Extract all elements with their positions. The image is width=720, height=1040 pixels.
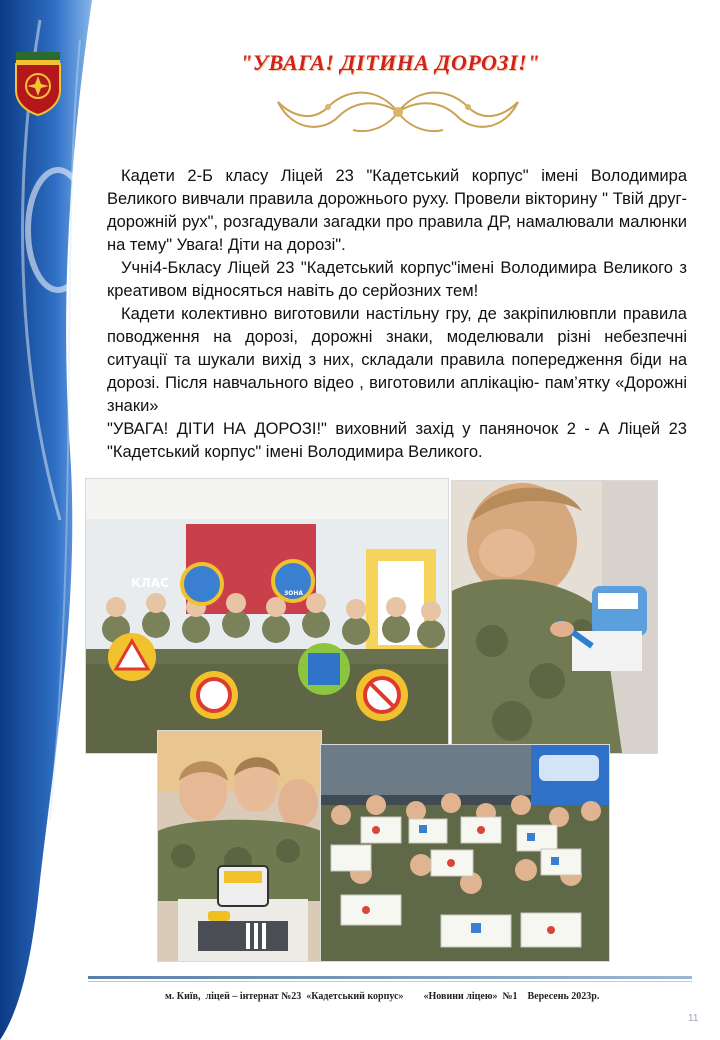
lyceum-emblem (12, 50, 64, 116)
side-decorative-band (0, 0, 95, 1040)
article-paragraph-2: Учні4-Бкласу Ліцей 23 "Кадетський корпус"імені Володимира Великого з креативом відносяться навіть до серйозних тем! (107, 259, 687, 300)
photo-class-with-road-signs (85, 478, 449, 754)
boy-with-scissors-image (452, 481, 657, 753)
students-with-posters-image (321, 745, 609, 961)
three-boys-model-image (158, 731, 321, 961)
road-sign-zone-text: ЗОНА (284, 590, 304, 597)
article-paragraph-1: Кадети 2-Б класу Ліцей 23 "Кадетський корпус" імені Володимира Великого вивчали правила дорожнього руху. Провели вікторину " Твій друг- дорожній рух", розгадували загадки про правила ДР, намалювали малюнки на тему" Увага! Діти на дорозі". (107, 167, 687, 254)
classroom-banner-text: КЛАС (131, 576, 169, 590)
footer-divider (88, 976, 692, 979)
footer-location: м. Київ, ліцей – інтернат №23 «Кадетський корпус» (165, 991, 404, 1002)
article-paragraph-3: Кадети колективно виготовили настільну гру, де закріпилювпли правила поводження на дорозі, дорожні знаки, моделювали різні небезпечні ситуації та шукали вихід з них, складали правила попередження біди на дорозі. Після навчального відео , виготовили аплікацію- пам’ятку «Дорожні знаки» (107, 305, 687, 415)
page-title: "УВАГА! ДІТИНА ДОРОЗІ!" (240, 50, 540, 75)
military-lyceum-shield-icon (12, 50, 64, 116)
title-ornament (268, 82, 528, 142)
photo-students-holding-posters (320, 744, 610, 962)
gold-flourish-divider-icon (268, 82, 528, 142)
footer-text (165, 991, 599, 1002)
article-paragraph-4: "УВАГА! ДІТИ НА ДОРОЗІ!" виховний захід у паняночок 2 - А Ліцей 23 "Кадетський корпус" імені Володимира Великого. (107, 420, 687, 461)
footer-issue: «Новини ліцею» №1 Вересень 2023р. (423, 991, 600, 1002)
photo-three-boys-crossing-model (157, 730, 322, 962)
page-number: 11 (688, 1013, 699, 1024)
footer-divider-thin (88, 981, 692, 982)
article-body (107, 165, 687, 464)
blue-wave-decoration (0, 0, 95, 1040)
photo-boy-cutting-bus (451, 480, 658, 754)
classroom-road-signs-image (86, 479, 448, 753)
